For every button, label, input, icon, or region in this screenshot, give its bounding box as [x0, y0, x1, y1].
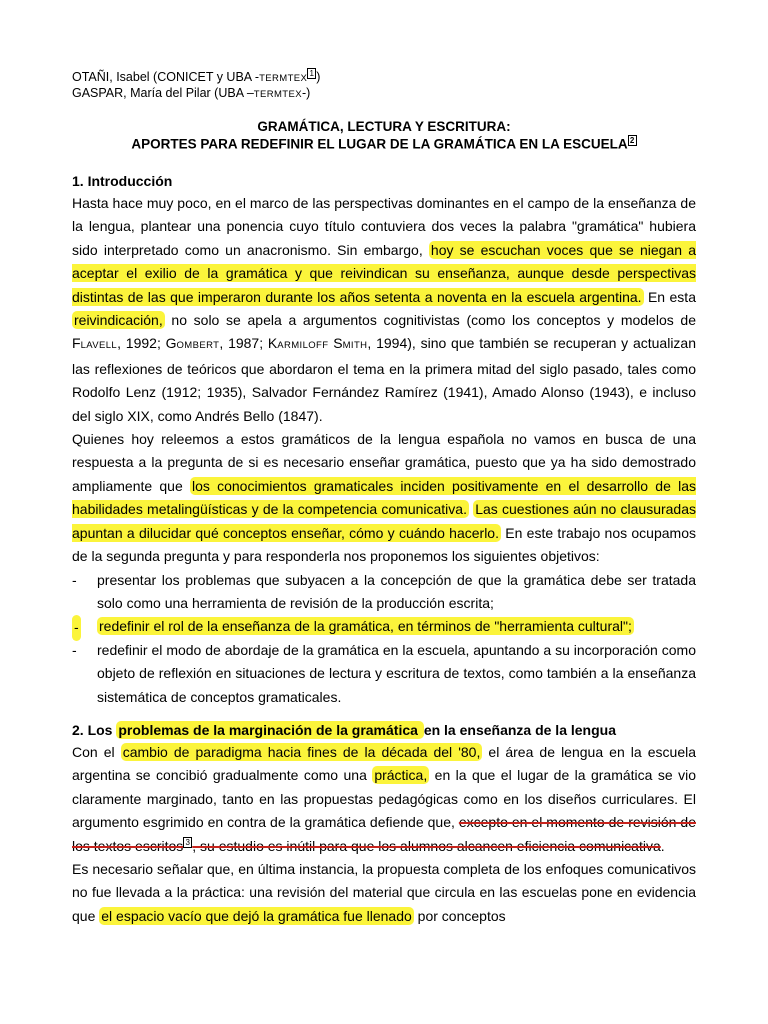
author-text: OTAÑI, Isabel (CONICET y UBA - — [72, 70, 260, 85]
author-smallcaps: OMBERT — [176, 340, 220, 352]
affiliation-smallcaps: TERMTEX — [259, 73, 308, 85]
document-title — [72, 119, 696, 153]
paragraph-problemas-1 — [72, 741, 696, 858]
list-item — [72, 615, 696, 638]
highlighted-text: el espacio vacío que dejó la gramática fue llenado — [101, 907, 412, 924]
body-text: Es necesario señalar que, en última instancia, la propuesta completa de los enfoques comunicativos no fue llevada a la práctica: una revisión del material que circula en las escuelas pone en evidencia que — [72, 860, 696, 924]
body-text: el área de lengua en la escuela argentina se concibió gradualmente como una — [72, 743, 697, 784]
struck-text: , su estudio es inútil para que los alumnos alcancen eficiencia comunicativa — [192, 837, 661, 854]
footnote-marker[interactable]: 3 — [183, 837, 192, 848]
highlighted-text: cambio de paradigma hacia fines de la década del '80, — [122, 743, 481, 760]
author-smallcaps: LAVELL — [80, 340, 118, 352]
list-item — [72, 639, 696, 709]
objectives-list — [72, 569, 696, 709]
highlighted-text: los conocimientos gramaticales inciden positivamente en el desarrollo de las habilidades metalingüísticas y de la competencia comunicativa. — [72, 477, 696, 518]
struck-text: excepto en el momento de revisión de los textos escritos — [72, 814, 697, 854]
heading-text: en la enseñanza de la lengua — [423, 721, 616, 738]
list-dash: - — [72, 641, 77, 658]
body-text: S — [328, 335, 343, 352]
section-spacer — [72, 709, 696, 719]
body-text: Hasta hace muy poco, en el marco de las perspectivas dominantes en el campo de la enseñanza de la lengua, plantear una ponencia cuyo título contuviera dos veces la palabra "gramática" hubiera sido interpretado como un anacronismo. Sin embargo, — [72, 195, 696, 258]
section-heading-problemas — [72, 719, 696, 741]
body-text: En este trabajo nos ocupamos de la segunda pregunta y para responderla nos proponemos los siguientes objetivos: — [72, 524, 696, 565]
author-otani — [72, 68, 320, 86]
list-item-text: redefinir el modo de abordaje de la gramática en la escuela, apuntando a su incorporación como objeto de reflexión en situaciones de lectura y escritura de textos, como también a la enseñanza sistemática de conceptos gramaticales. — [97, 641, 696, 705]
author-text: ) — [316, 70, 321, 85]
title-text: APORTES PARA REDEFINIR EL LUGAR DE LA GRAMÁTICA EN LA ESCUELA — [131, 136, 628, 152]
title-line-2 — [72, 135, 696, 153]
body-text: por conceptos — [413, 907, 506, 924]
body-text: en la que el lugar de la gramática se vio claramente marginado, tanto en las propuestas pedagógicas como en los diseños curriculares. El argumento esgrimido en contra de la gramática defiende que, — [72, 767, 696, 831]
author-smallcaps: ARMILOFF — [277, 340, 329, 352]
body-text: Con el — [72, 743, 121, 760]
document-body — [72, 170, 696, 928]
list-dash: - — [72, 571, 77, 588]
list-item — [72, 569, 696, 616]
section-heading-introduccion: 1. Introducción — [72, 173, 173, 189]
author-block — [72, 68, 320, 102]
list-dash: - — [72, 615, 81, 640]
body-text: , 1994), sino que también se recuperan y actualizan las reflexiones de teóricos que abordaron el tema en la primera mitad del siglo pasado, tales como Rodolfo Lenz (1912; 1935), Salvador Fernández Ramírez (1941), Amado Alonso (1943), e incluso del siglo XIX, como Andrés Bello (1847). — [72, 335, 697, 424]
heading-text: 2. Los — [72, 721, 117, 738]
affiliation-smallcaps: TERMTEX — [253, 89, 302, 101]
author-text: GASPAR, María del Pilar (UBA – — [72, 86, 254, 101]
body-text: no solo se apela a argumentos cognitivistas (como los conceptos y modelos de F — [72, 312, 696, 352]
list-item-text: presentar los problemas que subyacen a la concepción de que la gramática debe ser tratada solo como una herramienta de revisión de la producción escrita; — [97, 571, 696, 611]
body-text: En esta — [643, 288, 696, 305]
footnote-marker[interactable]: 1 — [307, 68, 316, 79]
author-smallcaps: MITH — [342, 340, 368, 352]
paragraph-problemas-2 — [72, 858, 696, 928]
highlighted-text: problemas de la marginación de la gramática — [118, 721, 422, 738]
title-line-1: GRAMÁTICA, LECTURA Y ESCRITURA: — [257, 119, 511, 134]
highlighted-text: hoy se escuchan voces que se niegan a aceptar el exilio de la gramática y que reivindican su enseñanza, aunque desde perspectivas distintas de las que imperaron durante los años setenta a noventa en la escuela argentina. — [72, 241, 697, 305]
body-text: , 1992; G — [117, 335, 177, 352]
highlighted-text: práctica, — [374, 767, 428, 784]
highlighted-text: Las cuestiones aún no clausuradas apuntan a dilucidar qué conceptos enseñar, cómo y cuándo hacerlo. — [72, 501, 697, 541]
author-gaspar — [72, 86, 320, 102]
paragraph-intro-1 — [72, 192, 696, 428]
body-text: , 1987; K — [219, 335, 278, 352]
body-text: . — [660, 837, 665, 854]
footnote-marker[interactable]: 2 — [628, 135, 637, 146]
paragraph-intro-2 — [72, 428, 696, 568]
highlighted-text: redefinir el rol de la enseñanza de la gramática, en términos de "herramienta cultural"; — [99, 618, 632, 635]
author-text: -) — [301, 86, 311, 101]
highlighted-text: reivindicación, — [74, 312, 163, 329]
body-text: Quienes hoy releemos a estos gramáticos de la lengua española no vamos en busca de una respuesta a la pregunta de si es necesario enseñar gramática, puesto que ya ha sido demostrado ampliamente que — [72, 431, 696, 494]
